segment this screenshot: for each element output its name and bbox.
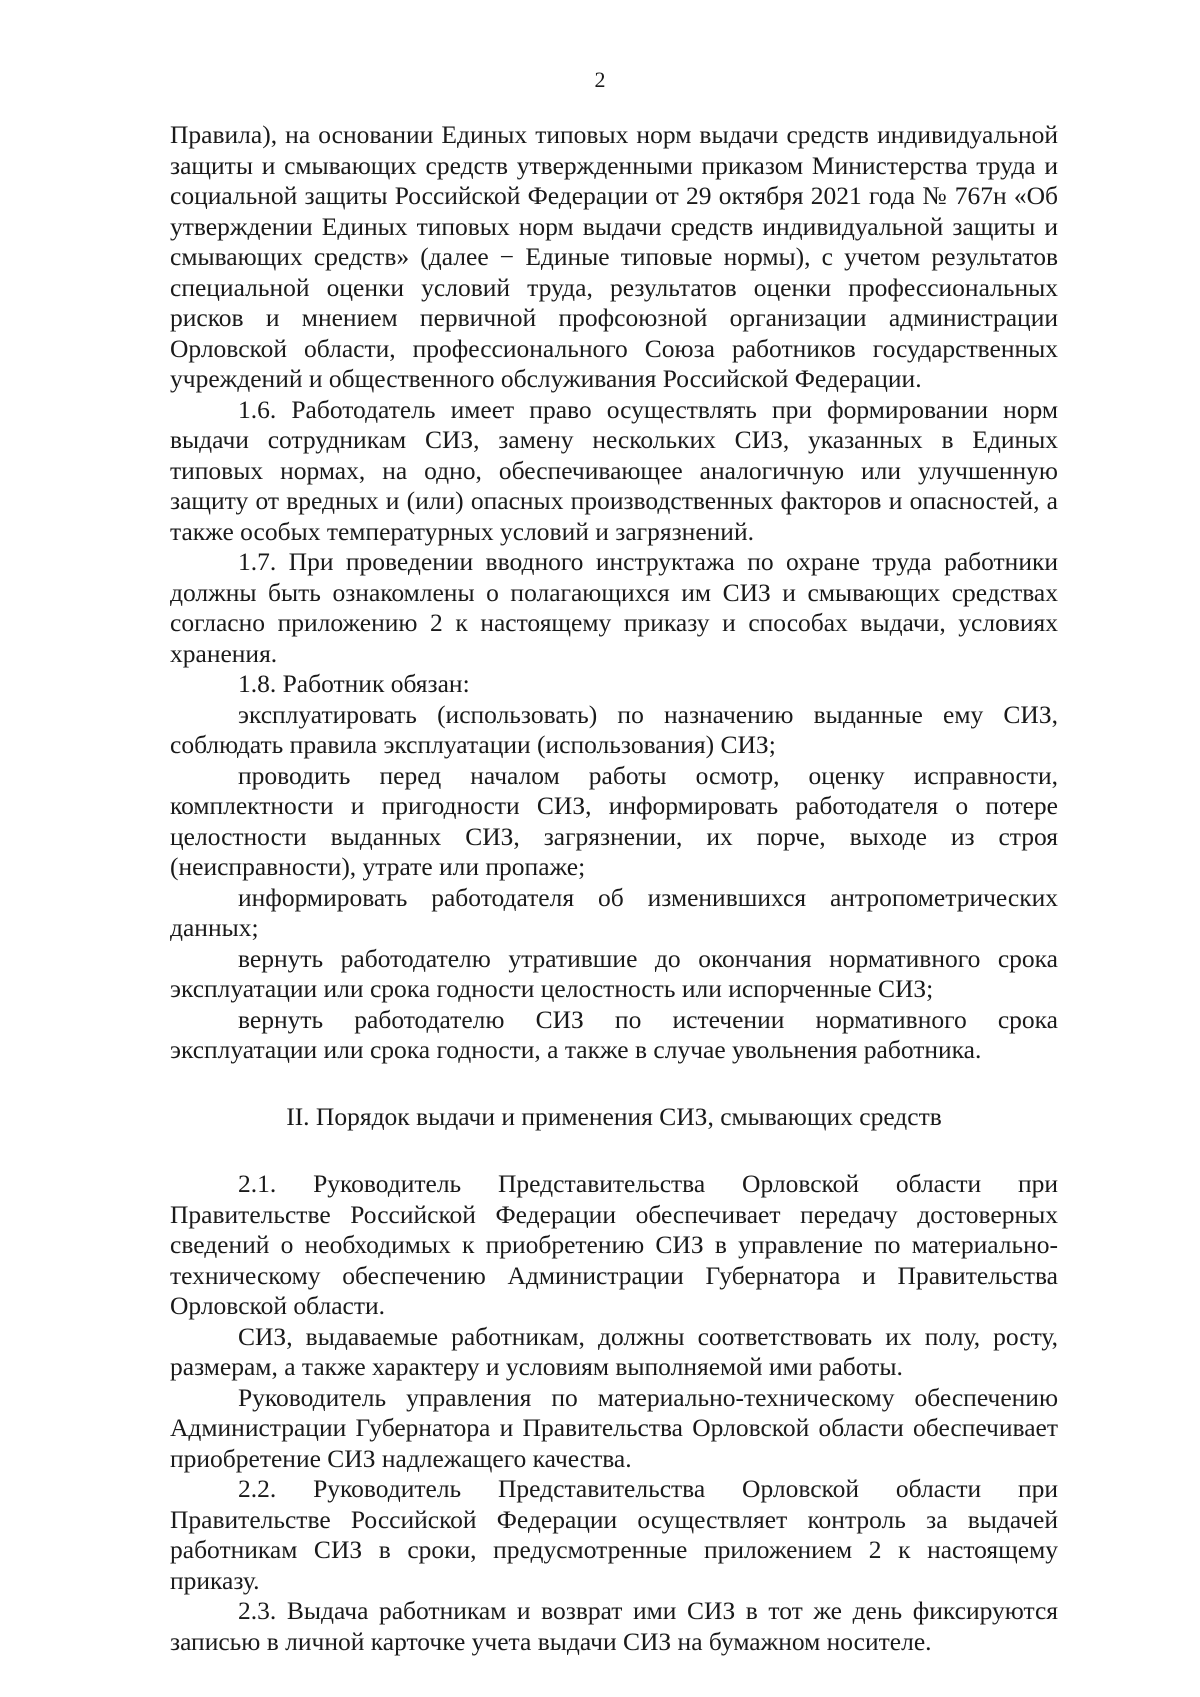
paragraph: СИЗ, выдаваемые работникам, должны соответствовать их полу, росту, размерам, а также характеру и условиям выполняемой ими работы. [170,1321,1058,1381]
paragraph: 2.1. Руководитель Представительства Орловской области при Правительстве Российской Федерации обеспечивает передачу достоверных сведений о необходимых к приобретению СИЗ в управление по материально-техническому обеспечению Администрации Губернатора и Правительства Орловской области. [170,1169,1058,1320]
paragraph: Руководитель управления по материально-техническому обеспечению Администрации Губернатора и Правительства Орловской области обеспечивает приобретение СИЗ надлежащего качества. [170,1382,1058,1473]
paragraph: Правила), на основании Единых типовых норм выдачи средств индивидуальной защиты и смывающих средств утвержденными приказом Министерства труда и социальной защиты Российской Федерации от 29 октября 2021 года № 767н «Об утверждении Единых типовых норм выдачи средств индивидуальной защиты и смывающих средств» (далее − Единые типовые нормы), с учетом результатов специальной оценки условий труда, результатов оценки профессиональных рисков и мнением первичной профсоюзной организации администрации Орловской области, профессионального Союза работников государственных учреждений и общественного обслуживания Российской Федерации. [170,120,1058,393]
paragraph: информировать работодателя об изменившихся антропометрических данных; [170,882,1058,942]
paragraph: 2.2. Руководитель Представительства Орловской области при Правительстве Российской Федерации осуществляет контроль за выдачей работникам СИЗ в сроки, предусмотренные приложением 2 к настоящему приказу. [170,1474,1058,1595]
paragraph: вернуть работодателю утратившие до окончания нормативного срока эксплуатации или срока годности целостность или испорченные СИЗ; [170,943,1058,1003]
section-heading: II. Порядок выдачи и применения СИЗ, смывающих средств [286,1101,942,1131]
paragraph: 1.7. При проведении вводного инструктажа по охране труда работники должны быть ознакомлены о полагающихся им СИЗ и смывающих средствах согласно приложению 2 к настоящему приказу и способах выдачи, условиях хранения. [170,547,1058,668]
paragraph: вернуть работодателю СИЗ по истечении нормативного срока эксплуатации или срока годности, а также в случае увольнения работника. [170,1004,1058,1064]
paragraph: проводить перед началом работы осмотр, оценку исправности, комплектности и пригодности СИЗ, информировать работодателя о потере целостности выданных СИЗ, загрязнении, их порче, выходе из строя (неисправности), утрате или пропаже; [170,760,1058,881]
section-1-continuation [170,120,1058,1066]
section-2 [170,1169,1058,1657]
paragraph: 1.6. Работодатель имеет право осуществлять при формировании норм выдачи сотрудникам СИЗ, замену нескольких СИЗ, указанных в Единых типовых нормах, на одно, обеспечивающее аналогичную или улучшенную защиту от вредных и (или) опасных производственных факторов и опасностей, а также особых температурных условий и загрязнений. [170,394,1058,546]
paragraph: 1.8. Работник обязан: [238,669,470,698]
paragraph: эксплуатировать (использовать) по назначению выданные ему СИЗ, соблюдать правила эксплуатации (использования) СИЗ; [170,699,1058,759]
paragraph: 2.3. Выдача работникам и возврат ими СИЗ в тот же день фиксируются записью в личной карточке учета выдачи СИЗ на бумажном носителе. [170,1596,1058,1656]
document-body [170,120,1058,1657]
page-number: 2 [594,67,606,92]
